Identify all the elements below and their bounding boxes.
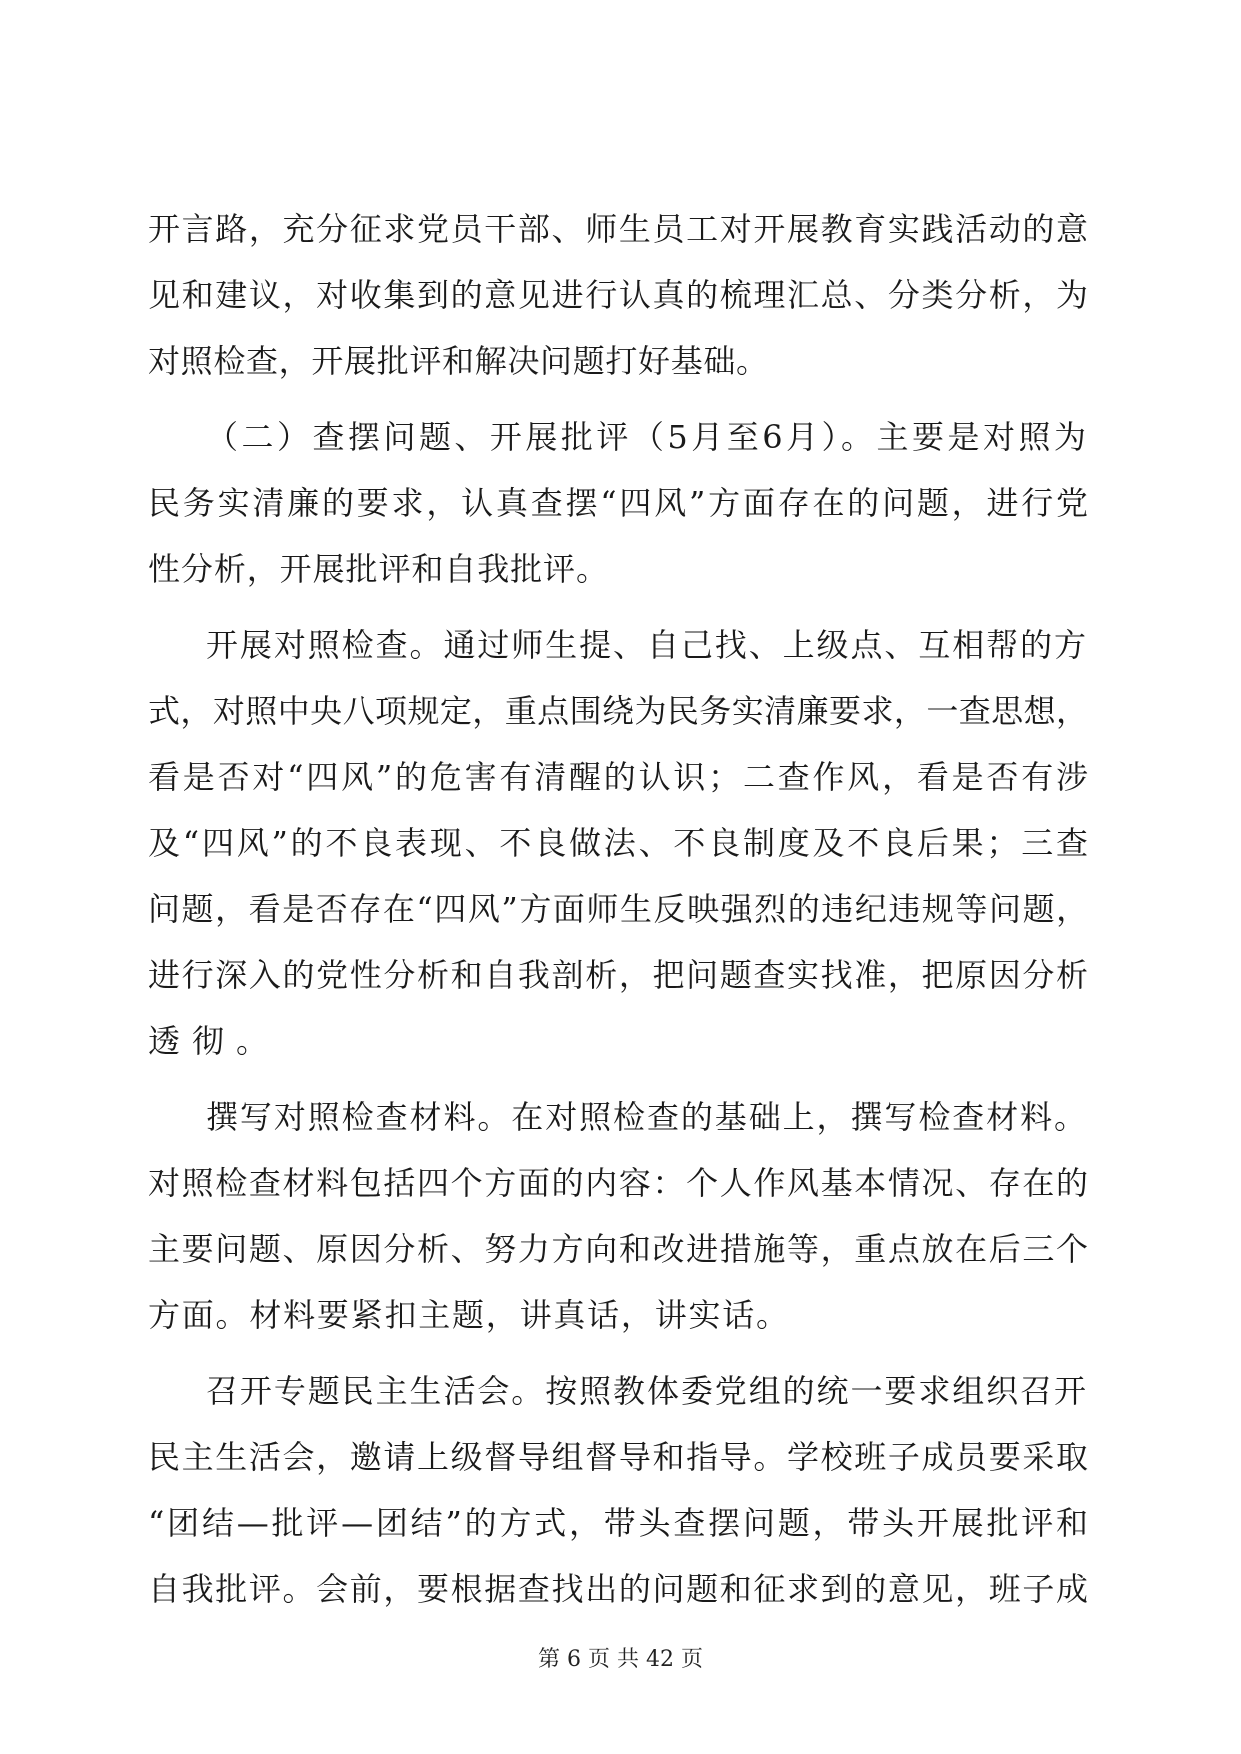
text-line bbox=[0, 1084, 1241, 1150]
text-line-content: 进行深入的党性分析和自我剖析，把问题查实找准，把原因分析 bbox=[148, 956, 1090, 994]
text-line bbox=[0, 1556, 1241, 1622]
text-line bbox=[0, 612, 1241, 678]
text-line bbox=[0, 328, 1241, 394]
text-line bbox=[0, 810, 1241, 876]
text-line-content: “团结—批评—团结”的方式，带头查摆问题，带头开展批评和 bbox=[148, 1504, 1091, 1542]
text-line-content: 民主生活会，邀请上级督导组督导和指导。学校班子成员要采取 bbox=[148, 1438, 1090, 1476]
text-line bbox=[0, 404, 1241, 470]
text-line bbox=[0, 1282, 1241, 1348]
text-line bbox=[0, 1008, 1241, 1074]
text-line-content: 性分析，开展批评和自我批评。 bbox=[148, 550, 609, 588]
text-line bbox=[0, 1424, 1241, 1490]
text-line-content: 及“四风”的不良表现、不良做法、不良制度及不良后果；三查 bbox=[148, 824, 1091, 862]
text-line bbox=[0, 1358, 1241, 1424]
text-line-content: 式，对照中央八项规定，重点围绕为民务实清廉要求，一查思想， bbox=[148, 692, 1089, 730]
text-line bbox=[0, 1490, 1241, 1556]
text-line-content: 自我批评。会前，要根据查找出的问题和征求到的意见，班子成 bbox=[148, 1570, 1090, 1608]
text-line-content: （二）查摆问题、开展批评（5月至6月）。主要是对照为 bbox=[206, 418, 1090, 456]
text-line-content: 开言路，充分征求党员干部、师生员工对开展教育实践活动的意 bbox=[148, 210, 1090, 248]
text-line bbox=[0, 744, 1241, 810]
text-line bbox=[0, 196, 1241, 262]
text-line-content: 主要问题、原因分析、努力方向和改进措施等，重点放在后三个 bbox=[148, 1230, 1090, 1268]
text-line bbox=[0, 876, 1241, 942]
text-line-content: 民务实清廉的要求，认真查摆“四风”方面存在的问题，进行党 bbox=[148, 484, 1091, 522]
text-line bbox=[0, 470, 1241, 536]
text-line bbox=[0, 262, 1241, 328]
text-line-content: 召开专题民主生活会。按照教体委党组的统一要求组织召开 bbox=[206, 1372, 1088, 1410]
text-line-content: 见和建议，对收集到的意见进行认真的梳理汇总、分类分析，为 bbox=[148, 276, 1090, 314]
text-line-content: 对照检查材料包括四个方面的内容：个人作风基本情况、存在的 bbox=[148, 1164, 1090, 1202]
text-line bbox=[0, 942, 1241, 1008]
text-line bbox=[0, 678, 1241, 744]
page-number-footer: 第 6 页 共 42 页 bbox=[538, 1647, 703, 1672]
text-line-content: 撰写对照检查材料。在对照检查的基础上，撰写检查材料。 bbox=[206, 1098, 1088, 1136]
text-line-content: 透彻。 bbox=[148, 1022, 280, 1060]
text-line bbox=[0, 1216, 1241, 1282]
text-line bbox=[0, 1150, 1241, 1216]
text-line-content: 开展对照检查。通过师生提、自己找、上级点、互相帮的方 bbox=[206, 626, 1088, 664]
text-line bbox=[0, 536, 1241, 602]
text-line-content: 问题，看是否存在“四风”方面师生反映强烈的违纪违规等问题， bbox=[148, 890, 1090, 928]
text-line-content: 对照检查，开展批评和解决问题打好基础。 bbox=[148, 342, 769, 380]
text-line-content: 方面。材料要紧扣主题，讲真话，讲实话。 bbox=[148, 1296, 790, 1334]
text-line-content: 看是否对“四风”的危害有清醒的认识；二查作风，看是否有涉 bbox=[148, 758, 1091, 796]
